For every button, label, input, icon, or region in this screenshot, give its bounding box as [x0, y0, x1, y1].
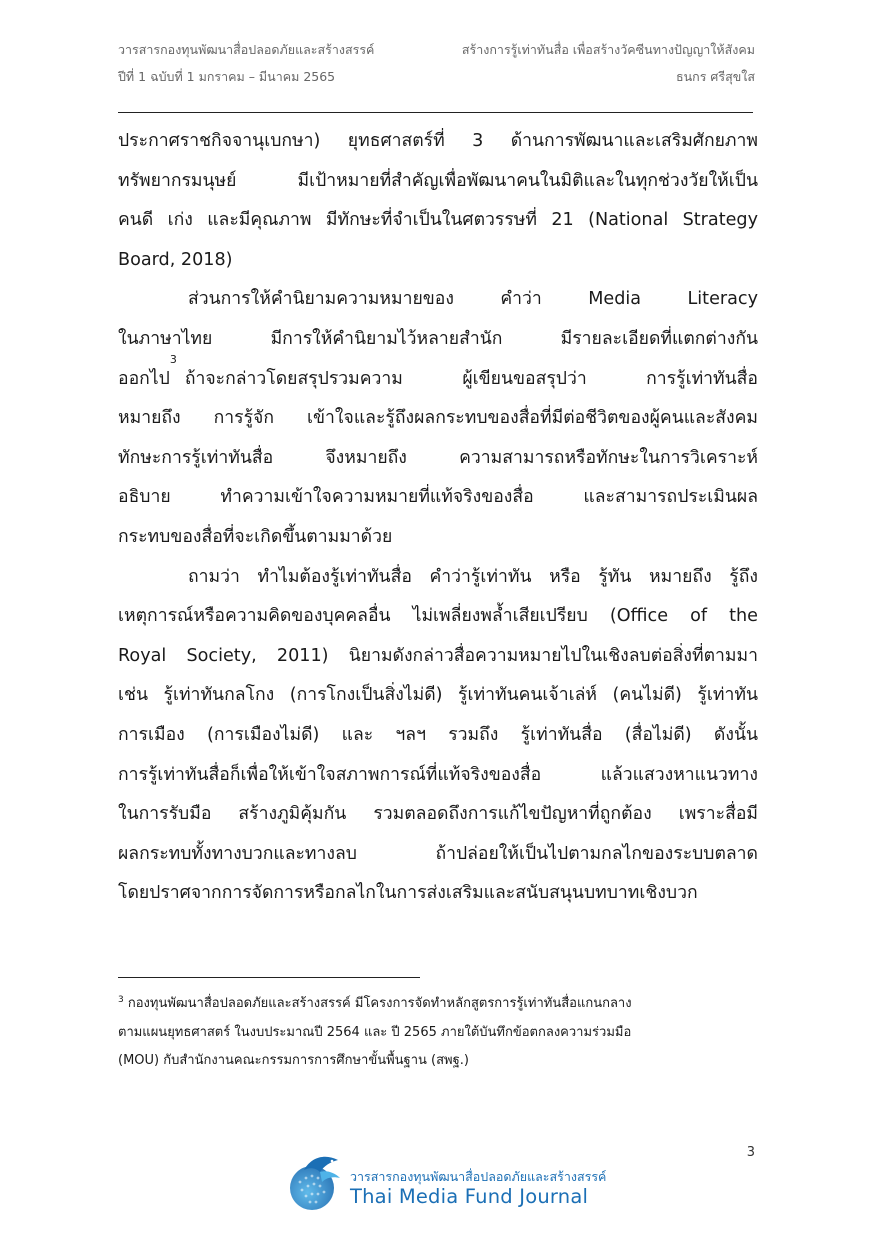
header-journal-name: วารสารกองทุนพัฒนาสื่อปลอดภัยและสร้างสรรค์: [118, 42, 375, 57]
footnote-marker: 3: [118, 995, 124, 1005]
header-divider: [118, 112, 753, 113]
body-line: Royal Society, 2011) นิยามดังกล่าวสื่อความหมายไปในเชิงลบต่อสิ่งที่ตามมา: [118, 645, 758, 666]
body-text: ถ้าจะกล่าวโดยสรุปรวมความ ผู้เขียนขอสรุปว่า การรู้เท่าทันสื่อ: [184, 368, 758, 389]
article-body: [118, 122, 758, 914]
body-text: ออกไป: [118, 368, 170, 389]
footnote-line: (MOU) กับสำนักงานคณะกรรมการการศึกษาขั้นพื้นฐาน (สพฐ.): [118, 1053, 470, 1068]
footnote-line: [118, 990, 758, 1019]
footnote-text: กองทุนพัฒนาสื่อปลอดภัยและสร้างสรรค์ มีโครงการจัดทำหลักสูตรการรู้เท่าทันสื่อแกนกลาง: [127, 996, 632, 1011]
journal-logo: [282, 1152, 607, 1222]
body-line: การรู้เท่าทันสื่อก็เพื่อให้เข้าใจสภาพการณ์ที่แท้จริงของสื่อ แล้วแสวงหาแนวทาง: [118, 764, 758, 785]
footnote-divider: [118, 977, 420, 978]
body-line: ถามว่า ทำไมต้องรู้เท่าทันสื่อ คำว่ารู้เท่าทัน หรือ รู้ทัน หมายถึง รู้ถึง: [188, 566, 758, 587]
body-line: เหตุการณ์หรือความคิดของบุคคลอื่น ไม่เพลี่ยงพล้ำเสียเปรียบ (Office of the: [118, 606, 758, 627]
footnote-reference[interactable]: 3: [169, 352, 177, 366]
body-line: โดยปราศจากการจัดการหรือกลไกในการส่งเสริมและสนับสนุนบทบาทเชิงบวก: [118, 883, 698, 904]
body-line: เช่น รู้เท่าทันกลโกง (การโกงเป็นสิ่งไม่ดี) รู้เท่าทันคนเจ้าเล่ห์ (คนไม่ดี) รู้เท่าทัน: [118, 685, 758, 706]
body-line: Board, 2018): [118, 249, 233, 270]
footnote-line: ตามแผนยุทธศาสตร์ ในงบประมาณปี 2564 และ ปี 2565 ภายใต้บันทึกข้อตกลงความร่วมมือ: [118, 1024, 632, 1040]
body-line: ในการรับมือ สร้างภูมิคุ้มกัน รวมตลอดถึงการแก้ไขปัญหาที่ถูกต้อง เพราะสื่อมี: [118, 804, 758, 825]
body-line: ทักษะการรู้เท่าทันสื่อ จึงหมายถึง ความสามารถหรือทักษะในการวิเคราะห์: [118, 447, 758, 468]
body-line: หมายถึง การรู้จัก เข้าใจและรู้ถึงผลกระทบของสื่อที่มีต่อชีวิตของผู้คนและสังคม: [118, 408, 758, 429]
body-line: ประกาศราชกิจจานุเบกษา) ยุทธศาสตร์ที่ 3 ด้านการพัฒนาและเสริมศักยภาพ: [118, 131, 758, 151]
body-line: ผลกระทบทั้งทางบวกและทางลบ ถ้าปล่อยให้เป็นไปตามกลไกของระบบตลาด: [118, 843, 758, 864]
page-number: 3: [746, 1145, 755, 1160]
footnote: [118, 990, 758, 1076]
body-line: การเมือง (การเมืองไม่ดี) และ ฯลฯ รวมถึง รู้เท่าทันสื่อ (สื่อไม่ดี) ดังนั้น: [118, 724, 758, 745]
body-line: กระทบของสื่อที่จะเกิดขึ้นตามมาด้วย: [118, 526, 393, 547]
logo-name-en: Thai Media Fund Journal: [350, 1185, 589, 1208]
header-author: ธนกร ศรีสุขใส: [676, 69, 755, 84]
body-line-with-footnote-ref: [118, 352, 758, 400]
body-line: อธิบาย ทำความเข้าใจความหมายที่แท้จริงของสื่อ และสามารถประเมินผล: [118, 487, 758, 508]
logo-name-th: วารสารกองทุนพัฒนาสื่อปลอดภัยและสร้างสรรค์: [350, 1169, 607, 1184]
bird-logo-icon: [282, 1152, 344, 1216]
body-line: ในภาษาไทย มีการให้คำนิยามไว้หลายสำนัก มีรายละเอียดที่แตกต่างกัน: [118, 328, 758, 349]
header-issue: ปีที่ 1 ฉบับที่ 1 มกราคม – มีนาคม 2565: [118, 69, 336, 84]
header-article-title: สร้างการรู้เท่าทันสื่อ เพื่อสร้างวัคซีนทางปัญญาให้สังคม: [461, 42, 755, 57]
body-line: ทรัพยากรมนุษย์ มีเป้าหมายที่สำคัญเพื่อพัฒนาคนในมิติและในทุกช่วงวัยให้เป็น: [118, 170, 758, 191]
body-line: ส่วนการให้คำนิยามความหมายของ คำว่า Media Literacy: [188, 289, 758, 310]
body-line: คนดี เก่ง และมีคุณภาพ มีทักษะที่จำเป็นในศตวรรษที่ 21 (National Strategy: [118, 210, 758, 231]
